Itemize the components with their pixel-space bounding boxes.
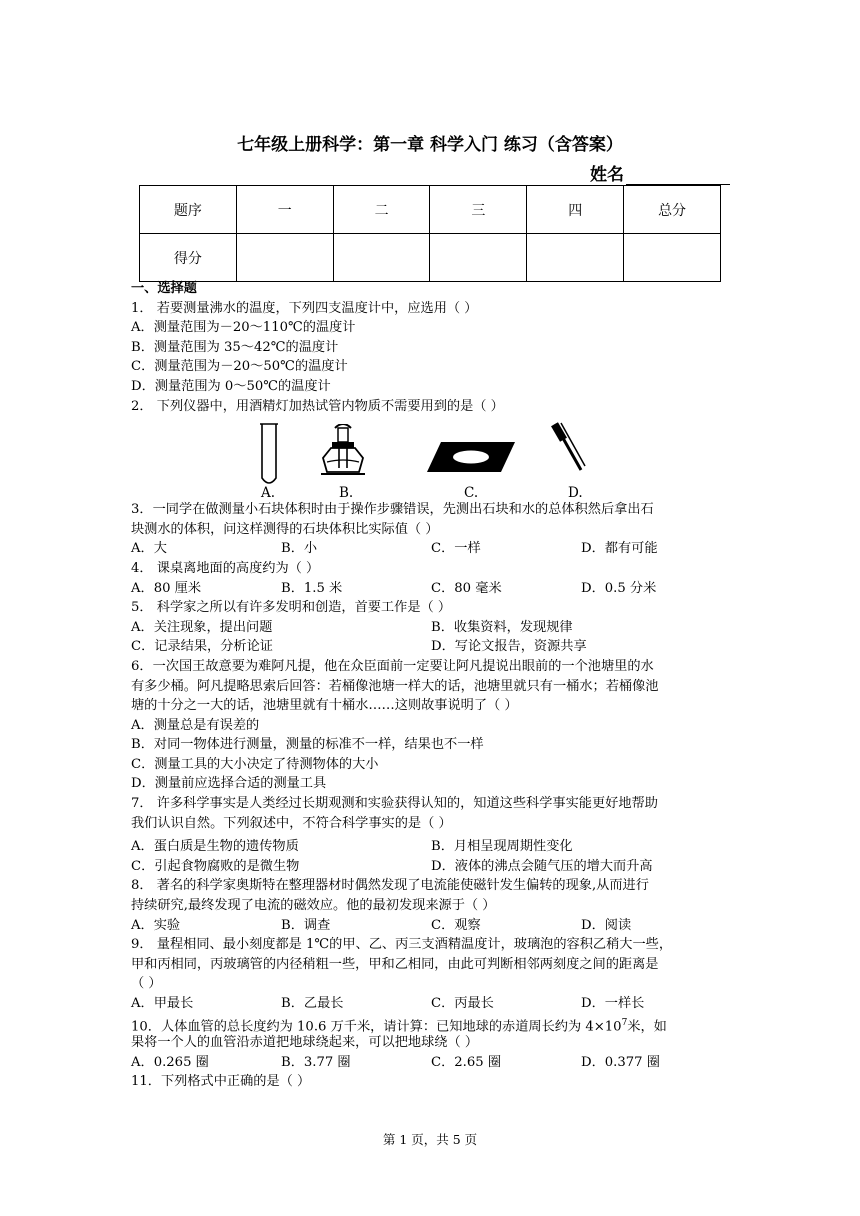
fig-label-b: B. — [339, 485, 354, 502]
name-label: 姓名 — [590, 165, 624, 185]
question-9-stem-cont: 甲和丙相同，丙玻璃管的内径稍粗一些，甲和乙相同，由此可判断相邻两刻度之间的距离是 — [131, 956, 659, 972]
header-cell: 一 — [236, 186, 333, 234]
section-heading: 一、选择题 — [131, 281, 197, 296]
q4-options — [131, 579, 731, 599]
q10-option-d: D．0.377 圈 — [581, 1054, 660, 1070]
q9-option-d: D．一样长 — [581, 996, 645, 1011]
score-table — [139, 185, 721, 282]
q4-option-a: A．80 厘米 — [131, 580, 202, 596]
score-header-row — [140, 186, 721, 234]
q8-option-a: A．实验 — [131, 917, 181, 933]
score-value-row — [140, 234, 721, 282]
q5-option-b: B．收集资料，发现规律 — [431, 619, 573, 635]
questions — [131, 279, 731, 1092]
q7-options-cd — [131, 857, 731, 877]
question-8-stem: 8． 著名的科学家奥斯特在整理器材时偶然发现了电流能使磁针发生偏转的现象,从而进行 — [131, 878, 649, 894]
question-6-stem: 6．一次国王故意要为难阿凡提，他在众臣面前一定要让阿凡提说出眼前的一个池塘里的水 — [131, 658, 654, 674]
q1-option-d: D．测量范围为 0～50℃的温度计 — [131, 378, 331, 394]
test-tube-holder-icon — [549, 420, 589, 476]
q1-option-a: A．测量范围为－20～110℃的温度计 — [131, 320, 356, 336]
question-6-stem-cont: 有多少桶。阿凡提略思索后回答：若桶像池塘一样大的话，池塘里就只有一桶水；若桶像池 — [131, 678, 659, 694]
header-cell: 题序 — [140, 186, 237, 234]
fig-label-d: D. — [568, 485, 583, 502]
header-cell: 二 — [333, 186, 430, 234]
q4-option-d: D．0.5 分米 — [581, 580, 657, 596]
q10-exponent: 7 — [621, 1017, 628, 1028]
q6-option-c: C．测量工具的大小决定了待测物体的大小 — [131, 756, 379, 772]
q4-option-b: B．1.5 米 — [281, 580, 343, 596]
question-10-stem — [131, 1014, 731, 1034]
page-footer: 第 1 页，共 5 页 — [382, 1132, 478, 1147]
fig-label-a: A. — [261, 485, 276, 502]
page-title: 七年级上册科学：第一章 科学入门 练习（含答案） — [237, 135, 623, 155]
question-3-stem: 3．一同学在做测量小石块体积时由于操作步骤错误，先测出石块和水的总体积然后拿出石 — [131, 502, 654, 518]
name-blank[interactable] — [626, 166, 730, 185]
question-10-stem-cont: 果将一个人的血管沿赤道把地球绕起来，可以把地球绕（ ） — [131, 1035, 479, 1051]
question-4-stem: 4． 课桌离地面的高度约为（ ） — [131, 560, 320, 576]
q8-option-b: B．调查 — [281, 917, 331, 933]
question-1-stem: 1． 若要测量沸水的温度，下列四支温度计中，应选用（ ） — [131, 300, 478, 316]
question-6-stem-cont: 塘的十分之一大的话，池塘里就有十桶水……这则故事说明了（ ） — [131, 698, 518, 714]
q5-option-c: C．记录结果，分析论证 — [131, 639, 273, 655]
alcohol-lamp-icon — [317, 424, 369, 480]
question-9-stem: 9． 量程相同、最小刻度都是 1℃的甲、乙、丙三支酒精温度计，玻璃泡的容积乙稍大一些， — [131, 937, 673, 953]
q10-text-a: 10．人体血管的总长度约为 10.6 万千米，请计算：已知地球的赤道周长约为 4×10 — [131, 1018, 622, 1034]
q7-option-a: A．蛋白质是生物的遗传物质 — [131, 839, 299, 855]
q9-option-b: B．乙最长 — [281, 996, 344, 1011]
question-7-stem-cont: 我们认识自然。下列叙述中，不符合科学事实的是（ ） — [131, 815, 452, 831]
score-cell[interactable] — [430, 234, 527, 282]
q8-option-d: D．阅读 — [581, 917, 632, 933]
question-3-stem-cont: 块测水的体积，问这样测得的石块体积比实际值（ ） — [131, 521, 439, 537]
q9-option-c: C．丙最长 — [431, 996, 494, 1011]
q9-option-a: A．甲最长 — [131, 996, 194, 1011]
q6-option-a: A．测量总是有误差的 — [131, 717, 260, 733]
q5-option-a: A．关注现象，提出问题 — [131, 619, 273, 635]
header-cell: 总分 — [624, 186, 721, 234]
q5-options-ab — [131, 618, 731, 638]
q8-options — [131, 916, 731, 936]
test-tube-icon — [259, 422, 279, 488]
question-11-stem: 11．下列格式中正确的是（ ） — [131, 1074, 311, 1090]
q6-option-d: D．测量前应选择合适的测量工具 — [131, 776, 327, 792]
score-cell[interactable] — [236, 234, 333, 282]
score-row-label: 得分 — [140, 234, 237, 282]
q1-option-b: B．测量范围为 35～42℃的温度计 — [131, 339, 339, 355]
q7-option-d: D．液体的沸点会随气压的增大而升高 — [431, 858, 653, 874]
q10-option-b: B．3.77 圈 — [281, 1054, 351, 1070]
q5-options-cd — [131, 637, 731, 657]
q3-option-d: D．都有可能 — [581, 541, 658, 557]
header-cell: 四 — [527, 186, 624, 234]
question-9-stem-cont: （ ） — [131, 976, 162, 992]
q7-options-ab — [131, 837, 731, 857]
q10-option-a: A．0.265 圈 — [131, 1054, 209, 1070]
score-cell[interactable] — [527, 234, 624, 282]
q1-option-c: C．测量范围为－20～50℃的温度计 — [131, 359, 348, 375]
q7-option-c: C．引起食物腐败的是微生物 — [131, 858, 300, 874]
q3-option-a: A．大 — [131, 541, 167, 557]
q3-option-c: C．一样 — [431, 541, 481, 557]
q3-options — [131, 539, 731, 559]
asbestos-gauze-icon — [425, 440, 517, 474]
fig-label-c: C. — [464, 485, 479, 502]
header-cell: 三 — [430, 186, 527, 234]
q10-option-c: C．2.65 圈 — [431, 1054, 502, 1070]
question-5-stem: 5． 科学家之所以有许多发明和创造，首要工作是（ ） — [131, 600, 452, 616]
question-2-stem: 2． 下列仪器中，用酒精灯加热试管内物质不需要用到的是（ ） — [131, 398, 504, 414]
score-cell[interactable] — [333, 234, 430, 282]
q5-option-d: D．写论文报告，资源共享 — [431, 639, 587, 655]
q4-option-c: C．80 毫米 — [431, 580, 502, 596]
q6-option-b: B．对同一物体进行测量，测量的标准不一样，结果也不一样 — [131, 737, 484, 753]
q8-option-c: C．观察 — [431, 917, 481, 933]
q3-option-b: B．小 — [281, 541, 318, 557]
q9-options — [131, 994, 731, 1014]
q7-option-b: B．月相呈现周期性变化 — [431, 839, 573, 855]
q10-text-b: 米，如 — [627, 1018, 667, 1034]
name-field — [590, 160, 730, 185]
question-8-stem-cont: 持续研究,最终发现了电流的磁效应。他的最初发现来源于（ ） — [131, 898, 496, 914]
q10-options — [131, 1053, 731, 1073]
question-7-stem: 7． 许多科学事实是人类经过长期观测和实验获得认知的，知道这些科学事实能更好地帮助 — [131, 796, 658, 812]
q2-figures — [131, 416, 731, 500]
score-cell[interactable] — [624, 234, 721, 282]
